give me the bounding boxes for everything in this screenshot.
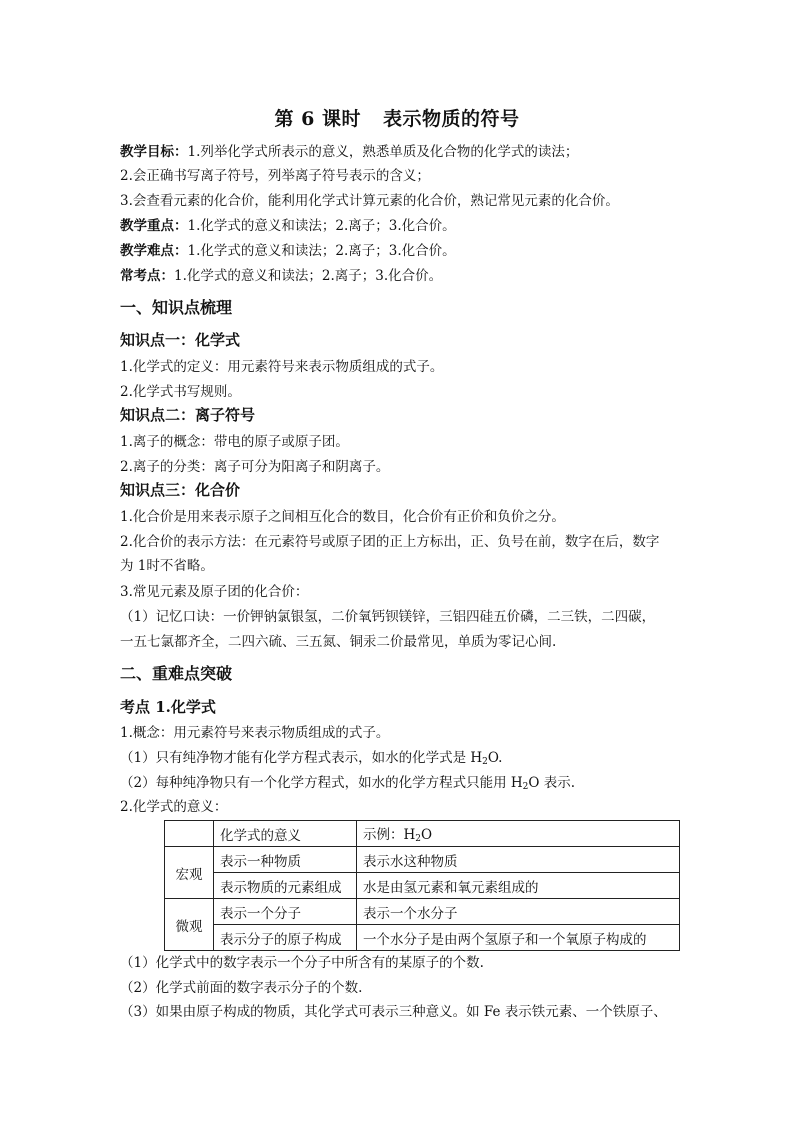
knowledge-3-line-4: 3.常见元素及原子团的化合价：	[120, 584, 309, 600]
table-row	[165, 925, 680, 951]
exam-point-1-line-3: （2）每种纯净物只有一个化学方程式，如水的化学方程式只能用 $H_2O$ 表示.	[120, 775, 576, 792]
key-points-label: 教学重点：	[120, 218, 188, 234]
section-heading-key-difficulties: 二、重难点突破	[120, 664, 233, 683]
knowledge-2-line-2: 2.离子的分类：离子可分为阳离子和阴离子。	[120, 459, 390, 475]
knowledge-3-line-1: 1.化合价是用来表示原子之间相互化合的数目，化合价有正价和负价之分。	[120, 509, 565, 525]
table-row	[165, 821, 680, 847]
table-row	[165, 873, 680, 899]
table-cell	[165, 821, 214, 847]
table-category-micro: 微观	[165, 899, 214, 951]
table-cell: 水是由氢元素和氧元素组成的	[357, 873, 680, 899]
table-cell: 一个水分子是由两个氢原子和一个氧原子构成的	[357, 925, 680, 951]
knowledge-3-line-2: 2.化合价的表示方法：在元素符号或原子团的正上方标出，正、负号在前，数字在后，数字	[120, 534, 660, 550]
difficulties-line: 教学难点：1.化学式的意义和读法；2.离子；3.化合价。	[120, 243, 456, 259]
common-points-label: 常考点：	[120, 268, 174, 284]
table-row	[165, 899, 680, 925]
common-points-line: 常考点：1.化学式的意义和读法；2.离子；3.化合价。	[120, 268, 443, 284]
knowledge-2-heading: 知识点二：离子符号	[120, 406, 256, 424]
table-header-meaning: 化学式的意义	[214, 821, 357, 847]
formula-meaning-table	[164, 820, 680, 951]
exam-point-1-heading: 考点 1.化学式	[120, 698, 216, 716]
table-header-example: 示例：$H_2O$	[357, 821, 680, 847]
knowledge-1-heading: 知识点一：化学式	[120, 331, 241, 349]
knowledge-3-heading: 知识点三：化合价	[120, 481, 241, 499]
note-line-3: （3）如果由原子构成的物质，其化学式可表示三种意义。如 Fe 表示铁元素、一个铁原子、	[120, 1004, 667, 1020]
table-cell: 表示一个水分子	[357, 899, 680, 925]
table-category-macro: 宏观	[165, 847, 214, 899]
lesson-number: 第 6 课时	[274, 108, 361, 130]
table-cell: 表示分子的原子构成	[214, 925, 357, 951]
table-row	[165, 847, 680, 873]
knowledge-3-line-6: 一五七氯都齐全，二四六硫、三五氮、铜汞二价最常见，单质为零记心间.	[120, 634, 557, 650]
table-cell: 表示物质的元素组成	[214, 873, 357, 899]
teaching-goals-line-3: 3.会查看元素的化合价，能利用化学式计算元素的化合价，熟记常见元素的化合价。	[120, 193, 619, 209]
knowledge-2-line-1: 1.离子的概念：带电的原子或原子团。	[120, 434, 349, 450]
knowledge-1-line-2: 2.化学式书写规则。	[120, 384, 241, 400]
knowledge-3-line-5: （1）记忆口诀：一价钾钠氯银氢，二价氧钙钡镁锌，三铝四硅五价磷，二三铁，二四碳，	[120, 609, 656, 625]
table-cell: 表示一个分子	[214, 899, 357, 925]
difficulties-label: 教学难点：	[120, 243, 188, 259]
exam-point-1-line-2: （1）只有纯净物才能有化学方程式表示，如水的化学式是 $H_2O$.	[120, 750, 503, 767]
teaching-goals-line-2: 2.会正确书写离子符号，列举离子符号表示的含义；	[120, 168, 430, 184]
section-heading-knowledge: 一、知识点梳理	[120, 298, 233, 317]
knowledge-3-line-3: 为 1时不省略。	[120, 558, 214, 574]
note-line-1: （1）化学式中的数字表示一个分子中所含有的某原子的个数.	[120, 955, 484, 971]
teaching-goals-line-1: 教学目标：1.列举化学式所表示的意义，熟悉单质及化合物的化学式的读法；	[120, 144, 579, 160]
key-points-line: 教学重点：1.化学式的意义和读法；2.离子；3.化合价。	[120, 218, 456, 234]
exam-point-1-line-1: 1.概念：用元素符号来表示物质组成的式子。	[120, 725, 390, 741]
teaching-goals-label: 教学目标：	[120, 144, 188, 160]
page-title	[0, 104, 794, 131]
table-cell: 表示一种物质	[214, 847, 357, 873]
note-line-2: （2）化学式前面的数字表示分子的个数.	[120, 980, 363, 996]
knowledge-1-line-1: 1.化学式的定义：用元素符号来表示物质组成的式子。	[120, 359, 444, 375]
table-cell: 表示水这种物质	[357, 847, 680, 873]
exam-point-1-line-4: 2.化学式的意义：	[120, 799, 228, 815]
lesson-topic: 表示物质的符号	[382, 108, 520, 130]
